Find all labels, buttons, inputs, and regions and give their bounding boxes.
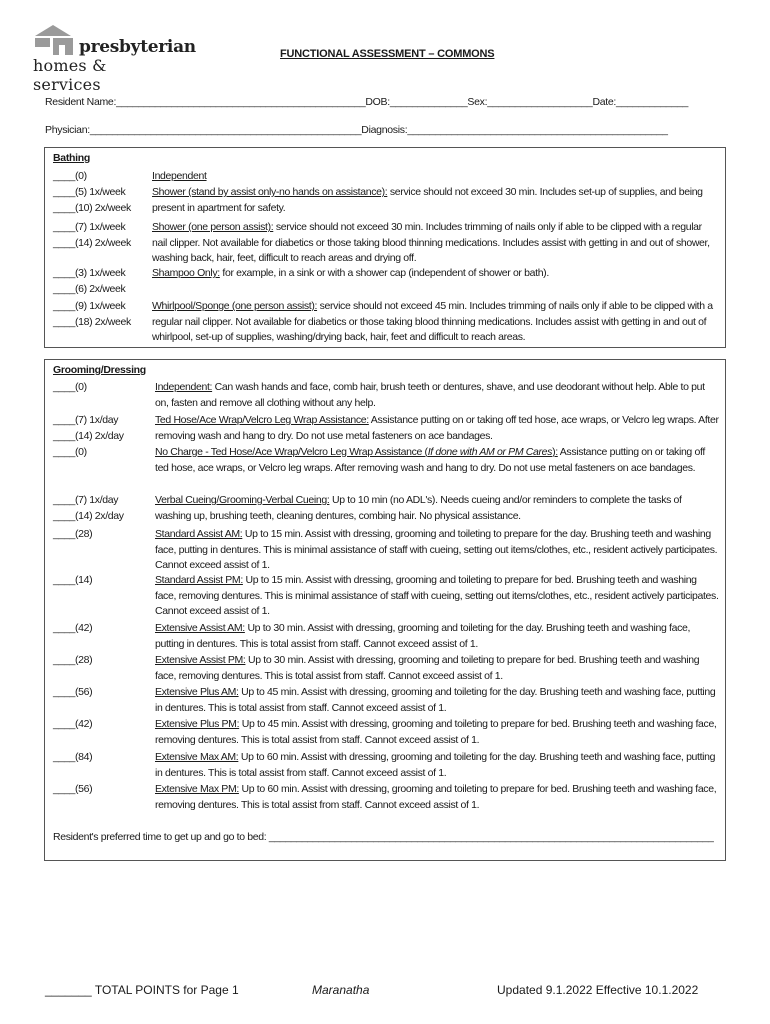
logo-line2: homes & services	[33, 56, 107, 94]
service-name-note: If done with AM or PM Cares	[427, 446, 553, 458]
points-option[interactable]: ____(9) 1x/week	[53, 300, 126, 312]
service-name: Extensive Assist AM:	[155, 622, 245, 634]
points-option[interactable]: ____(42)	[53, 622, 93, 634]
logo-house-icon	[33, 23, 79, 57]
service-details: Can wash hands and face, comb hair, brush teeth or dentures, shave, and use deodorant without help. Able to put on, fasten and remove all clothing without any help.	[155, 381, 705, 409]
service-name: No Charge - Ted Hose/Ace Wrap/Velcro Leg Wrap Assistance (	[155, 446, 428, 458]
service-details: service should not exceed 30 min. Includes set-up of supplies, and being present in apartment for safety.	[152, 186, 703, 214]
points-option[interactable]: ____(3) 1x/week	[53, 267, 126, 279]
points-blank[interactable]	[53, 445, 87, 461]
revision-info: Updated 9.1.2022 Effective 10.1.2022	[497, 983, 699, 997]
points-blank[interactable]	[53, 413, 124, 444]
service-name: Ted Hose/Ace Wrap/Velcro Leg Wrap Assistance:	[155, 414, 369, 426]
service-name: Extensive Max PM:	[155, 783, 239, 795]
service-description	[152, 169, 717, 185]
points-option[interactable]: ____(14) 2x/day	[53, 429, 124, 442]
points-blank[interactable]	[53, 685, 92, 701]
service-description	[155, 445, 720, 476]
page-title: FUNCTIONAL ASSESSMENT – COMMONS	[280, 48, 495, 60]
service-name: Shampoo Only:	[152, 267, 220, 279]
service-details: service should not exceed 45 min. Includes trimming of nails only if able to be clipped with a regular nail clipper. Not available for diabetics or those taking blood thinning medications. Includes assist with getting in and out of whirlpool, set-up of supplies, washing/drying back, hair, feet and difficult to reach areas.	[152, 300, 713, 344]
points-blank[interactable]	[53, 527, 92, 543]
total-points[interactable]: _______ TOTAL POINTS for Page 1	[45, 983, 239, 997]
points-option[interactable]: ____(56)	[53, 686, 93, 698]
service-name: Shower (stand by assist only-no hands on assistance):	[152, 186, 388, 198]
service-name: Extensive Plus AM:	[155, 686, 239, 698]
points-option[interactable]: ____(7) 1x/day	[53, 414, 119, 426]
points-option[interactable]: ____(7) 1x/week	[53, 221, 126, 233]
logo-line1: presbyterian	[79, 37, 196, 57]
points-option[interactable]: ____(42)	[53, 718, 93, 730]
service-details: Up to 30 min. Assist with dressing, grooming and toileting for the day. Brushing teeth and washing face, putting in dentures. This is total assist from staff. Cannot exceed assist of 1.	[155, 622, 691, 650]
service-name: Whirlpool/Sponge (one person assist):	[152, 300, 318, 312]
service-name: Independent	[152, 170, 207, 182]
bathing-section	[44, 147, 726, 348]
service-details: Up to 45 min. Assist with dressing, grooming and toileting to prepare for bed. Brushing teeth and washing face, removing dentures. This is total assist from staff. Cannot exceed assist of 1.	[155, 718, 717, 746]
points-blank[interactable]	[53, 266, 125, 297]
resident-info-line[interactable]: Resident Name:_____________________________________________DOB:______________Sex:___________________Date:_____________	[45, 96, 689, 108]
points-option[interactable]: ____(14) 2x/week	[53, 236, 131, 249]
points-option[interactable]: ____(6) 2x/week	[53, 282, 126, 295]
points-option[interactable]: ____(0)	[53, 381, 87, 393]
service-details: for example, in a sink or with a shower cap (independent of shower or bath).	[219, 267, 549, 279]
points-blank[interactable]	[53, 653, 92, 669]
points-blank[interactable]	[53, 717, 92, 733]
points-blank[interactable]	[53, 220, 131, 251]
service-description	[152, 299, 717, 346]
points-option[interactable]: ____(7) 1x/day	[53, 494, 119, 506]
service-description	[155, 750, 720, 781]
points-blank[interactable]	[53, 782, 92, 798]
service-description	[155, 413, 720, 444]
service-description	[152, 266, 717, 282]
service-details: Up to 10 min (no ADL's). Needs cueing and/or reminders to complete the tasks of washing up, brushing teeth, cleaning dentures, combing hair. No physical assistance.	[155, 494, 682, 522]
points-option[interactable]: ____(18) 2x/week	[53, 315, 131, 328]
service-details: Up to 15 min. Assist with dressing, grooming and toileting to prepare for bed. Brushing teeth and washing face, removing dentures. This is minimal assistance of staff with cueing, setting out items/clothes, etc., resident actively participates. Cannot exceed assist of 1.	[155, 574, 719, 618]
points-blank[interactable]	[53, 621, 92, 637]
points-blank[interactable]	[53, 185, 131, 216]
service-details: Up to 60 min. Assist with dressing, grooming and toileting to prepare for bed. Brushing teeth and washing face, removing dentures. This is total assist from staff. Cannot exceed assist of 1.	[155, 783, 717, 811]
service-details: Up to 30 min. Assist with dressing, grooming and toileting to prepare for bed. Brushing teeth and washing face, removing dentures. This is total assist from staff. Cannot exceed assist of 1.	[155, 654, 700, 682]
points-blank[interactable]	[53, 750, 92, 766]
service-name: Standard Assist AM:	[155, 528, 243, 540]
points-option[interactable]: ____(28)	[53, 528, 93, 540]
service-details: Assistance putting on or taking off ted hose, ace wraps, or Velcro leg wraps. After removing wash and hang to dry. Do not use metal fasteners on ace bandages.	[155, 446, 705, 474]
points-blank[interactable]	[53, 169, 87, 185]
service-description	[155, 380, 720, 411]
service-details: Up to 60 min. Assist with dressing, grooming and toileting for the day. Brushing teeth and washing face, putting in dentures. This is total assist from staff. Cannot exceed assist of 1.	[155, 751, 716, 779]
points-option[interactable]: ____(14) 2x/day	[53, 509, 124, 522]
service-name: Verbal Cueing/Grooming-Verbal Cueing:	[155, 494, 330, 506]
service-description	[155, 493, 720, 524]
points-option[interactable]: ____(0)	[53, 170, 87, 182]
points-option[interactable]: ____(14)	[53, 574, 93, 586]
service-name: Extensive Plus PM:	[155, 718, 240, 730]
service-description	[155, 527, 720, 574]
service-name: Extensive Max AM:	[155, 751, 239, 763]
service-name: Standard Assist PM:	[155, 574, 243, 586]
service-details: Up to 15 min. Assist with dressing, grooming and toileting to prepare for the day. Brushing teeth and washing face, putting in dentures. This is minimal assistance of staff with cueing, setting out items/clothes, etc., resident actively participates. Cannot exceed assist of 1.	[155, 528, 718, 572]
service-details: Assistance putting on or taking off ted hose, ace wraps, or Velcro leg wraps. After removing wash and hang to dry. Do not use metal fasteners on ace bandages.	[155, 414, 719, 442]
points-blank[interactable]	[53, 573, 92, 589]
service-name: Independent:	[155, 381, 213, 393]
points-blank[interactable]	[53, 299, 131, 330]
bathing-heading: Bathing	[53, 152, 90, 164]
physician-line[interactable]: Physician:_________________________________________________Diagnosis:_______________________________________________	[45, 124, 668, 136]
grooming-heading: Grooming/Dressing	[53, 364, 146, 376]
points-blank[interactable]	[53, 380, 87, 396]
points-option[interactable]: ____(10) 2x/week	[53, 201, 131, 214]
service-description	[155, 653, 720, 684]
points-option[interactable]: ____(84)	[53, 751, 93, 763]
service-name-end: ):	[552, 446, 558, 458]
service-details: Up to 45 min. Assist with dressing, grooming and toileting for the day. Brushing teeth and washing face, putting in dentures. This is total assist from staff. Cannot exceed assist of 1.	[155, 686, 716, 714]
grooming-section	[44, 359, 726, 861]
preferred-time-line[interactable]: Resident's preferred time to get up and go to bed: _________________________________________________________________________________	[53, 831, 714, 843]
points-option[interactable]: ____(0)	[53, 446, 87, 458]
service-name: Shower (one person assist):	[152, 221, 274, 233]
service-details: service should not exceed 30 min. Includes trimming of nails only if able to be clipped with a regular nail clipper. Not available for diabetics or those taking blood thinning medications. Includes assist with getting in and out of shower, washing back, hair, feet, difficult to reach areas and drying off.	[152, 221, 710, 265]
points-option[interactable]: ____(56)	[53, 783, 93, 795]
points-option[interactable]: ____(5) 1x/week	[53, 186, 126, 198]
points-option[interactable]: ____(28)	[53, 654, 93, 666]
service-description	[152, 185, 717, 216]
service-description	[155, 782, 720, 813]
service-description	[155, 685, 720, 716]
service-description	[152, 220, 717, 267]
service-description	[155, 621, 720, 652]
service-description	[155, 717, 720, 748]
location-name: Maranatha	[312, 983, 370, 997]
logo	[33, 23, 196, 94]
service-name: Extensive Assist PM:	[155, 654, 246, 666]
points-blank[interactable]	[53, 493, 124, 524]
service-description	[155, 573, 720, 620]
